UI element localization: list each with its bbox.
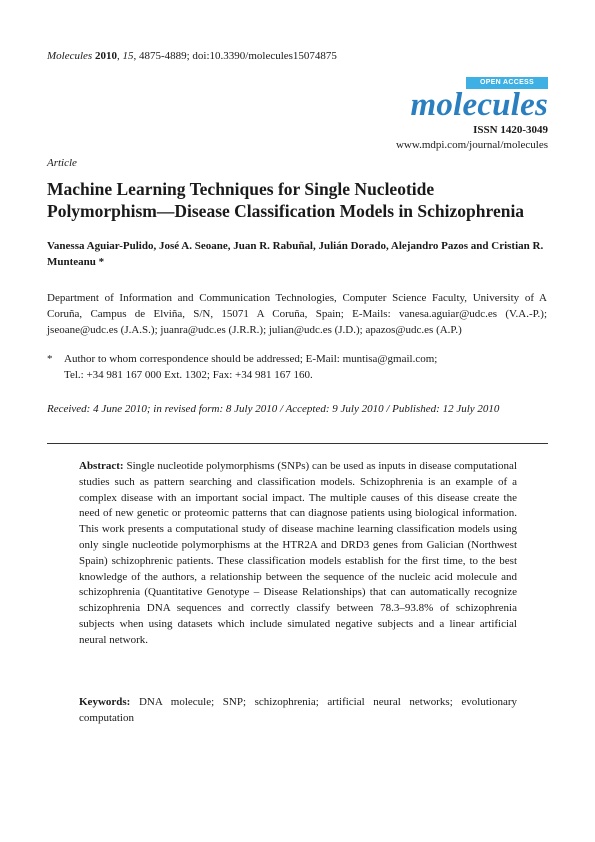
citation-volume: 15 <box>122 50 134 62</box>
publication-dates: Received: 4 June 2010; in revised form: 8 July 2010 / Accepted: 9 July 2010 / Published: 12 July 2010 <box>47 403 500 415</box>
article-title: Machine Learning Techniques for Single Nucleotide Polymorphism—Disease Classification Models in Schizophrenia <box>47 179 525 221</box>
citation-line: Molecules 2010, 15, 4875-4889; doi:10.3390/molecules15074875 <box>47 50 337 62</box>
abstract-text: Single nucleotide polymorphisms (SNPs) can be used as inputs in disease computational studies such as pattern searching and classification models. Schizophrenia is an example of a complex disease with an important social impact. The multiple causes of this disease create the need of new genetic or proteomic patterns that can diagnose patients using biological information. This work presents a computational study of disease machine learning classification models using only single nucleotide polymorphisms at the HTR2A and DRD3 genes from Galician (Northwest Spain) schizophrenic patients. These classification models establish for the first time, to the best knowledge of the authors, a relationship between the sequence of the nucleic acid molecule and schizophrenia (Quantitative Genotype – Disease Relationships) that can automatically recognize schizophrenia DNA sequences and correctly classify between 78.3–93.8% of schizophrenia subjects when using datasets which include simulated negative subjects and a linear artificial neural network. <box>79 460 517 646</box>
abstract-label: Abstract: <box>79 460 124 472</box>
correspondence-phone: Tel.: +34 981 167 000 Ext. 1302; Fax: +34 981 167 160. <box>64 369 313 381</box>
open-access-badge: OPEN ACCESS <box>466 77 548 89</box>
abstract <box>79 459 517 649</box>
correspondence-email: Author to whom correspondence should be addressed; E-Mail: muntisa@gmail.com; <box>64 353 438 365</box>
author-list: Vanessa Aguiar-Pulido, José A. Seoane, Juan R. Rabuñal, Julián Dorado, Alejandro Pazos and Cristian R. Munteanu * <box>47 240 544 268</box>
citation-journal: Molecules <box>47 50 93 62</box>
citation-year: 2010 <box>94 50 117 62</box>
keywords-text: DNA molecule; SNP; schizophrenia; artificial neural networks; evolutionary computation <box>79 696 517 724</box>
keywords-label: Keywords: <box>79 696 131 708</box>
correspondence-marker: * <box>47 353 53 365</box>
correspondence <box>47 351 547 383</box>
journal-logo[interactable]: molecules <box>410 87 548 123</box>
correspondence-line <box>47 351 547 367</box>
section-divider <box>47 443 548 444</box>
journal-url[interactable]: www.mdpi.com/journal/molecules <box>395 139 548 151</box>
keywords <box>79 695 517 727</box>
citation-doi: , 4875-4889; doi:10.3390/molecules15074875 <box>133 50 337 62</box>
issn: ISSN 1420-3049 <box>473 124 548 136</box>
article-type: Article <box>47 157 77 169</box>
affiliation: Department of Information and Communication Technologies, Computer Science Faculty, University of A Coruña, Campus de Elviña, S/N, 15071 A Coruña, Spain; E-Mails: vanesa.aguiar@udc.es (V.A.-P.); jseoane@udc.es (J.A.S.); juanra@udc.es (J.R.R.); julian@udc.es (J.D.); apazos@udc.es (A.P.) <box>47 292 547 336</box>
